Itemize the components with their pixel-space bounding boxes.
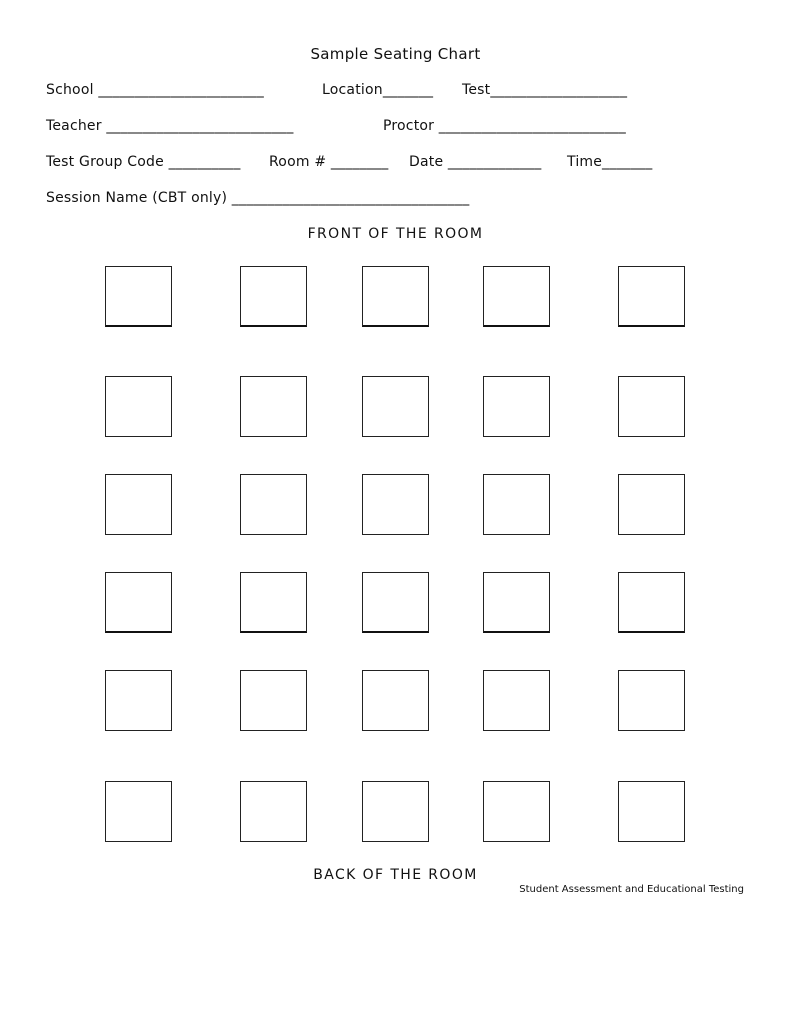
school-field[interactable]: School _______________________ (46, 82, 264, 98)
seat-box[interactable] (618, 572, 685, 633)
seat-box[interactable] (362, 266, 429, 327)
front-of-room-label: FRONT OF THE ROOM (307, 226, 484, 242)
seat-box[interactable] (618, 781, 685, 842)
teacher-field[interactable]: Teacher __________________________ (46, 118, 294, 134)
time-field[interactable]: Time_______ (567, 154, 653, 170)
seat-box[interactable] (240, 670, 307, 731)
seat-box[interactable] (618, 266, 685, 327)
seat-box[interactable] (618, 474, 685, 535)
page-title: Sample Seating Chart (310, 45, 481, 63)
seat-box[interactable] (362, 572, 429, 633)
seat-box[interactable] (240, 474, 307, 535)
test-field[interactable]: Test___________________ (462, 82, 628, 98)
seat-box[interactable] (483, 670, 550, 731)
back-of-room-label: BACK OF THE ROOM (313, 867, 478, 883)
seat-box[interactable] (362, 376, 429, 437)
seat-box[interactable] (483, 266, 550, 327)
proctor-field[interactable]: Proctor __________________________ (383, 118, 626, 134)
seat-box[interactable] (362, 670, 429, 731)
seat-box[interactable] (105, 670, 172, 731)
seat-box[interactable] (362, 781, 429, 842)
seat-box[interactable] (483, 376, 550, 437)
seat-box[interactable] (362, 474, 429, 535)
seat-box[interactable] (105, 376, 172, 437)
seat-box[interactable] (618, 376, 685, 437)
room-number-field[interactable]: Room # ________ (269, 154, 389, 170)
seat-box[interactable] (618, 670, 685, 731)
footer-credit: Student Assessment and Educational Testing (519, 884, 744, 895)
seat-box[interactable] (105, 572, 172, 633)
seat-box[interactable] (240, 572, 307, 633)
seat-box[interactable] (483, 572, 550, 633)
location-field[interactable]: Location_______ (322, 82, 434, 98)
seat-box[interactable] (105, 266, 172, 327)
seat-box[interactable] (105, 474, 172, 535)
test-group-code-field[interactable]: Test Group Code __________ (46, 154, 241, 170)
seat-box[interactable] (240, 266, 307, 327)
seat-box[interactable] (483, 474, 550, 535)
session-name-field[interactable]: Session Name (CBT only) _________________________________ (46, 190, 470, 206)
seat-box[interactable] (105, 781, 172, 842)
seat-box[interactable] (240, 376, 307, 437)
date-field[interactable]: Date _____________ (409, 154, 542, 170)
seat-box[interactable] (483, 781, 550, 842)
seat-box[interactable] (240, 781, 307, 842)
